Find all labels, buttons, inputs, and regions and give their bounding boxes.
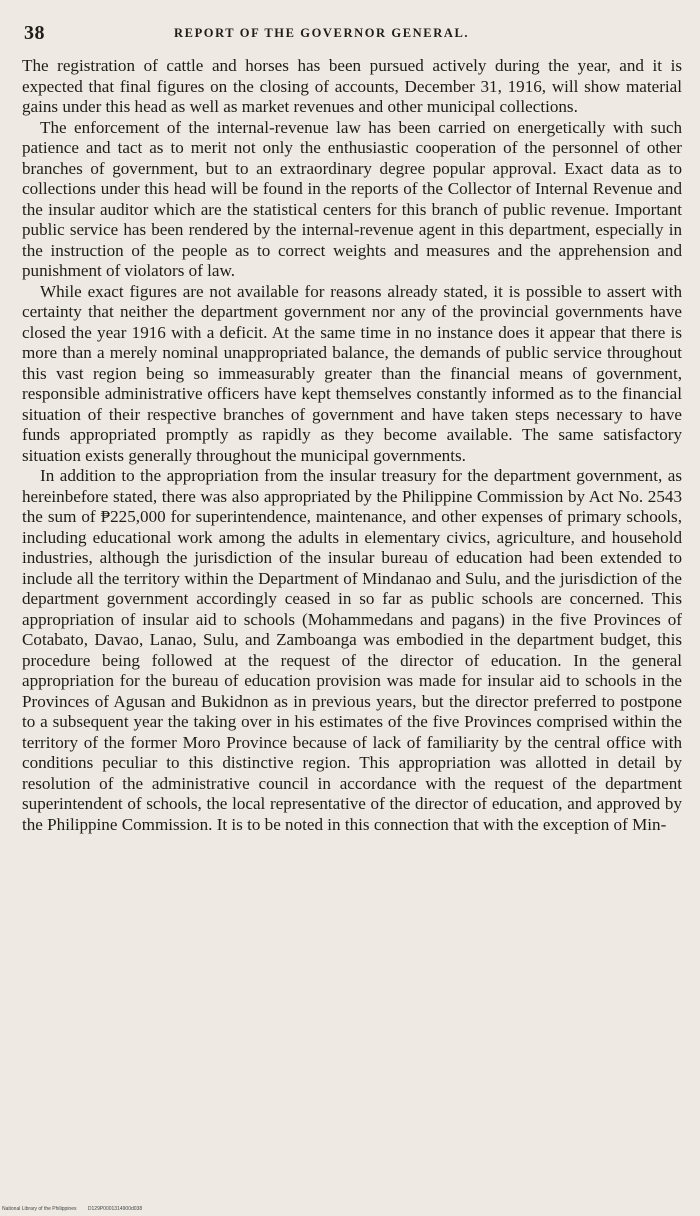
paragraph-1: The registration of cattle and horses has been pursued actively during the year, and it is expected that final figures on the closing of accounts, December 31, 1916, will show material gains under this head as well as market revenues and other municipal collections. [22,56,682,116]
paragraph-4: In addition to the appropriation from the insular treasury for the department government, as hereinbefore stated, there was also appropriated by the Philippine Commission by Act No. 2543 the sum of ₱225,000 for superintendence, maintenance, and other expenses of primary schools, including educational work among the adults in elementary civics, agriculture, and household industries, although the jurisdiction of the insular bureau of education had been extended to include all the territory within the Department of Mindanao and Sulu, and the jurisdiction of the department government accordingly ceased in so far as public schools are concerned. This appropriation of insular aid to schools (Mohammedans and pagans) in the five Provinces of Cotabato, Davao, Lanao, Sulu, and Zamboanga was embodied in the department budget, this procedure being followed at the request of the director of education. In the general appropriation for the bureau of education provision was made for insular aid to schools in the Provinces of Agusan and Bukidnon as in previous years, but the director preferred to postpone to a subsequent year the taking over in his estimates of the five Provinces comprised within the territory of the former Moro Province because of lack of familiarity by the central office with conditions peculiar to this distinctive region. This appropriation was allotted in detail by resolution of the administrative council in accordance with the request of the department superintendent of schools, the local representative of the director of education, and approved by the Philippine Commission. It is to be noted in this connection that with the exception of Min- [22,466,682,834]
paragraph-2: The enforcement of the internal-revenue law has been carried on energetically with such patience and tact as to merit not only the enthusiastic cooperation of the personnel of other branches of government, but to an extraordinary degree popular approval. Exact data as to collections under this head will be found in the reports of the Collector of Internal Revenue and the insular auditor which are the statistical centers for this branch of public revenue. Important public service has been rendered by the internal-revenue agent in this department, especially in the instruction of the people as to correct weights and measures and the apprehension and punishment of violators of law. [22,117,682,280]
body-text [22,56,682,835]
running-head: REPORT OF THE GOVERNOR GENERAL. [174,26,470,40]
page-number: 38 [24,22,45,44]
footer-library: National Library of the Philippines [2,1206,77,1212]
scan-footer [2,1206,152,1212]
paragraph-3: While exact figures are not available for reasons already stated, it is possible to assert with certainty that neither the department government nor any of the provincial governments have closed the year 1916 with a deficit. At the same time in no instance does it appear that there is more than a merely nominal unappropriated balance, the demands of public service throughout this vast region being so immeasurably greater than the financial means of government, responsible administrative officers have kept themselves constantly informed as to the financial situation of their respective branches of government and have taken steps necessary to have funds appropriated promptly as rapidly as they become available. The same satisfactory situation exists generally throughout the municipal governments. [22,281,682,465]
footer-code: D129P0001314900d038 [87,1206,143,1212]
page-header [24,22,676,48]
